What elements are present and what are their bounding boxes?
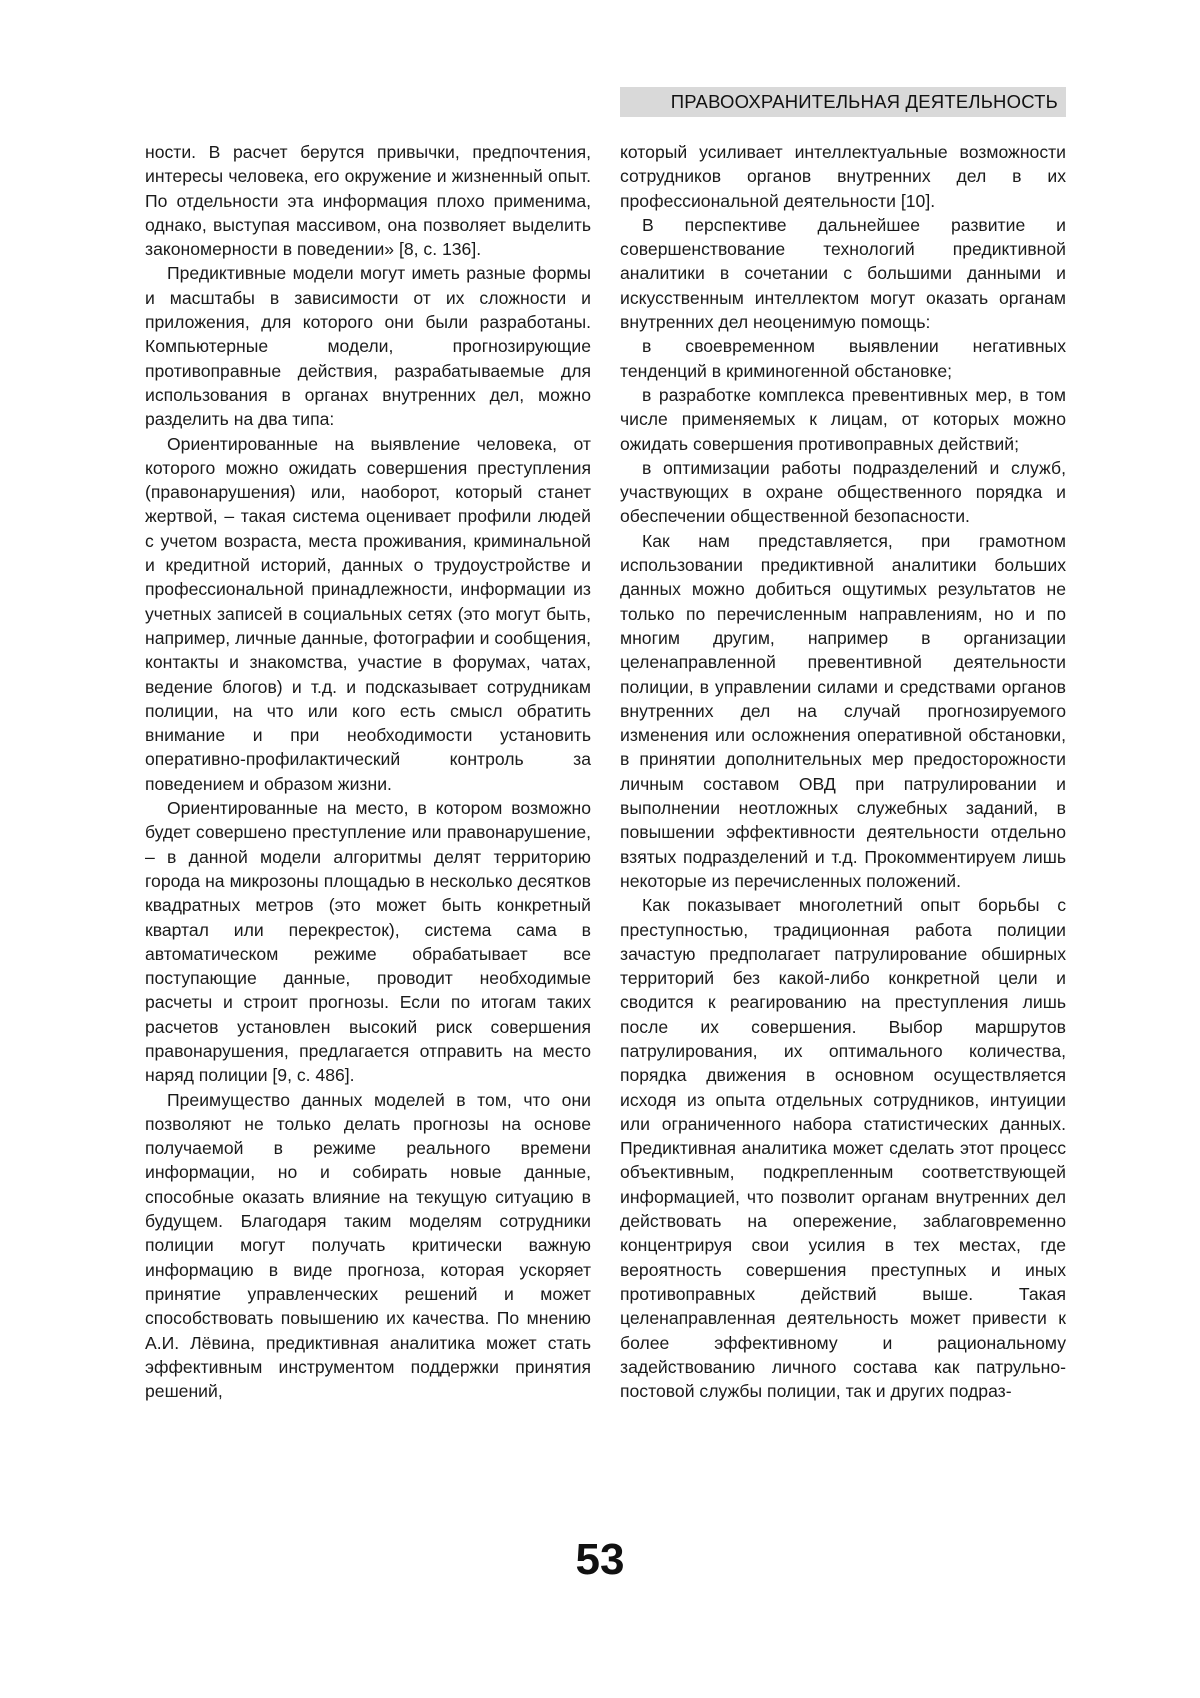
paragraph: Как нам представляется, при грамотном использовании предиктивной аналитики больших данных можно добиться ощутимых результатов не только по перечисленным направлениям, но и по многим другим, например в организации целенаправленной превентивной деятельности полиции, в управлении силами и средствами органов внутренних дел на случай прогнозируемого изменения или осложнения оперативной обстановки, в принятии дополнительных мер предосторожности личным составом ОВД при патрулировании и выполнении неотложных служебных заданий, в повышении эффективности деятельности отдельно взятых подразделений и т.д. Прокомментируем лишь некоторые из перечисленных положений. — [620, 530, 1066, 891]
paragraph: Предиктивные модели могут иметь разные формы и масштабы в зависимости от их сложности и приложения, для которого они были разработаны. Компьютерные модели, прогнозирующие противоправные действия, разрабатываемые для использования в органах внутренних дел, можно разделить на два типа: — [145, 263, 591, 430]
paragraph: Ориентированные на место, в котором возможно будет совершено преступление или правонарушение, – в данной модели алгоритмы делят территорию города на микрозоны площадью в несколько десятков квадратных метров (это может быть конкретный квартал или перекресток), система сама в автоматическом режиме обрабатывает все поступающие данные, проводит необходимые расчеты и строит прогнозы. Если по итогам таких расчетов установлен высокий риск совершения правонарушения, предлагается отправить на место наряд полиции [9, с. 486]. — [145, 798, 591, 1086]
paragraph: В перспективе дальнейшее развитие и совершенствование технологий предиктивной аналитики в сочетании с большими данными и искусственным интеллектом могут оказать органам внутренних дел неоценимую помощь: — [620, 214, 1066, 333]
list-item: в оптимизации работы подразделений и служб, участвующих в охране общественного порядка и обеспечении общественной безопасности. — [620, 457, 1066, 527]
page-number: 53 — [575, 1535, 625, 1584]
paragraph: Как показывает многолетний опыт борьбы с преступностью, традиционная работа полиции зачастую предполагает патрулирование обширных территорий без какой-либо конкретной цели и сводится к реагированию на преступления лишь после их совершения. Выбор маршрутов патрулирования, их оптимального количества, порядка движения в основном осуществляется исходя из опыта отдельных сотрудников, интуиции или ограниченного набора статистических данных. Предиктивная аналитика может сделать этот процесс объективным, подкрепленным соответствующей информацией, что позволит органам внутренних дел действовать на опережение, заблаговременно концентрируя свои усилия в тех местах, где вероятность совершения преступных и иных противоправных действий выше. Такая целенаправленная деятельность может привести к более эффективному и рациональному задействованию личного состава как патрульно-постовой службы полиции, так и других подраз- — [620, 895, 1066, 1402]
left-text-column — [145, 140, 591, 1403]
list-item: в разработке комплекса превентивных мер, в том числе применяемых к лицам, от которых можно ожидать совершения противоправных действий; — [620, 384, 1066, 454]
running-header: ПРАВООХРАНИТЕЛЬНАЯ ДЕЯТЕЛЬНОСТЬ — [620, 87, 1066, 117]
paragraph: Преимущество данных моделей в том, что они позволяют не только делать прогнозы на основе получаемой в режиме реального времени информации, но и собирать новые данные, способные оказать влияние на текущую ситуацию в будущем. Благодаря таким моделям сотрудники полиции могут получать критически важную информацию в виде прогноза, которая ускоряет принятие управленческих решений и может способствовать повышению их качества. По мнению А.И. Лёвина, предиктивная аналитика может стать эффективным инструментом поддержки принятия решений, — [145, 1089, 591, 1402]
paragraph: ности. В расчет берутся привычки, предпочтения, интересы человека, его окружение и жизненный опыт. По отдельности эта информация плохо применима, однако, выступая массивом, она позволяет выделить закономерности в поведении» [8, с. 136]. — [145, 142, 591, 260]
paragraph: который усиливает интеллектуальные возможности сотрудников органов внутренних дел в их профессиональной деятельности [10]. — [620, 142, 1066, 211]
list-item: в своевременном выявлении негативных тенденций в криминогенной обстановке; — [620, 336, 1066, 381]
right-text-column — [620, 140, 1066, 1403]
paragraph: Ориентированные на выявление человека, от которого можно ожидать совершения преступления (правонарушения) или, наоборот, который станет жертвой, – такая система оценивает профили людей с учетом возраста, места проживания, криминальной и кредитной историй, данных о трудоустройстве и профессиональной принадлежности, информации из учетных записей в социальных сетях (это могут быть, например, личные данные, фотографии и сообщения, контакты и знакомства, участие в форумах, чатах, ведение блогов) и т.д. и подсказывает сотрудникам полиции, на что или кого есть смысл обратить внимание и при необходимости установить оперативно-профилактический контроль за поведением и образом жизни. — [145, 433, 591, 794]
